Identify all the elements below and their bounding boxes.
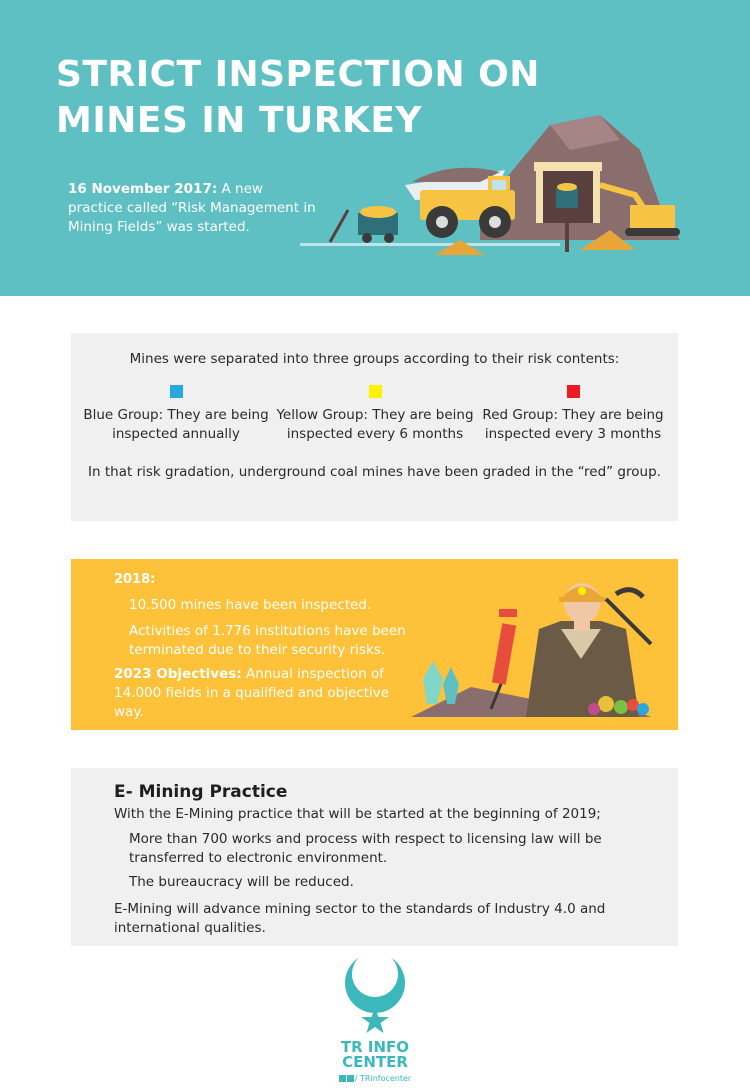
twitter-icon bbox=[339, 1075, 346, 1082]
stats-inspected: 10.500 mines have been inspected. bbox=[129, 597, 372, 613]
stats-objectives bbox=[114, 665, 394, 722]
facebook-icon bbox=[347, 1075, 354, 1082]
group-red-label: Red Group: They are being inspected every 3 months bbox=[482, 407, 664, 442]
e-mining-heading: E- Mining Practice bbox=[114, 782, 288, 802]
intro-date: 16 November 2017: bbox=[68, 181, 218, 197]
groups-lead: Mines were separated into three groups according to their risk contents: bbox=[129, 351, 620, 367]
e-mining-intro: With the E-Mining practice that will be started at the beginning of 2019; bbox=[114, 806, 601, 822]
stats-panel bbox=[71, 559, 678, 730]
yellow-swatch bbox=[369, 385, 382, 398]
crescent-star-icon bbox=[342, 952, 408, 1038]
page-title: STRICT INSPECTION ON MINES IN TURKEY bbox=[56, 54, 540, 141]
objectives-label: 2023 Objectives: bbox=[114, 666, 242, 682]
logo-name: TR INFO CENTER bbox=[340, 1038, 410, 1071]
social-handle-text: / TRinfocenter bbox=[354, 1074, 412, 1083]
intro-description: A new practice called “Risk Management in Mining Fields” was started. bbox=[68, 181, 316, 235]
stats-year: 2018: bbox=[114, 572, 156, 587]
miner-illustration bbox=[411, 569, 661, 721]
objectives-text: Annual inspection of 14.000 fields in a qualified and objective way. bbox=[114, 666, 390, 720]
risk-groups-panel bbox=[71, 333, 678, 521]
e-mining-point-licensing: More than 700 works and process with respect to licensing law will be transferred to electronic environment. bbox=[129, 831, 602, 866]
header-banner bbox=[0, 0, 750, 296]
social-handle[interactable] bbox=[320, 1074, 430, 1083]
group-yellow bbox=[275, 385, 475, 444]
e-mining-conclusion: E-Mining will advance mining sector to the standards of Industry 4.0 and international qualities. bbox=[114, 901, 606, 936]
intro-text bbox=[68, 180, 316, 237]
e-mining-panel bbox=[71, 768, 678, 946]
group-yellow-label: Yellow Group: They are being inspected every 6 months bbox=[276, 407, 474, 442]
tr-info-center-logo bbox=[320, 952, 430, 1087]
e-mining-point-bureaucracy: The bureaucracy will be reduced. bbox=[129, 874, 354, 890]
blue-swatch bbox=[170, 385, 183, 398]
stats-terminated: Activities of 1.776 institutions have been terminated due to their security risks. bbox=[129, 623, 406, 658]
groups-note: In that risk gradation, underground coal mines have been graded in the “red” group. bbox=[88, 464, 661, 480]
group-blue bbox=[76, 385, 276, 444]
group-red bbox=[473, 385, 673, 444]
mining-site-illustration bbox=[300, 110, 700, 270]
red-swatch bbox=[567, 385, 580, 398]
group-blue-label: Blue Group: They are being inspected annually bbox=[83, 407, 269, 442]
